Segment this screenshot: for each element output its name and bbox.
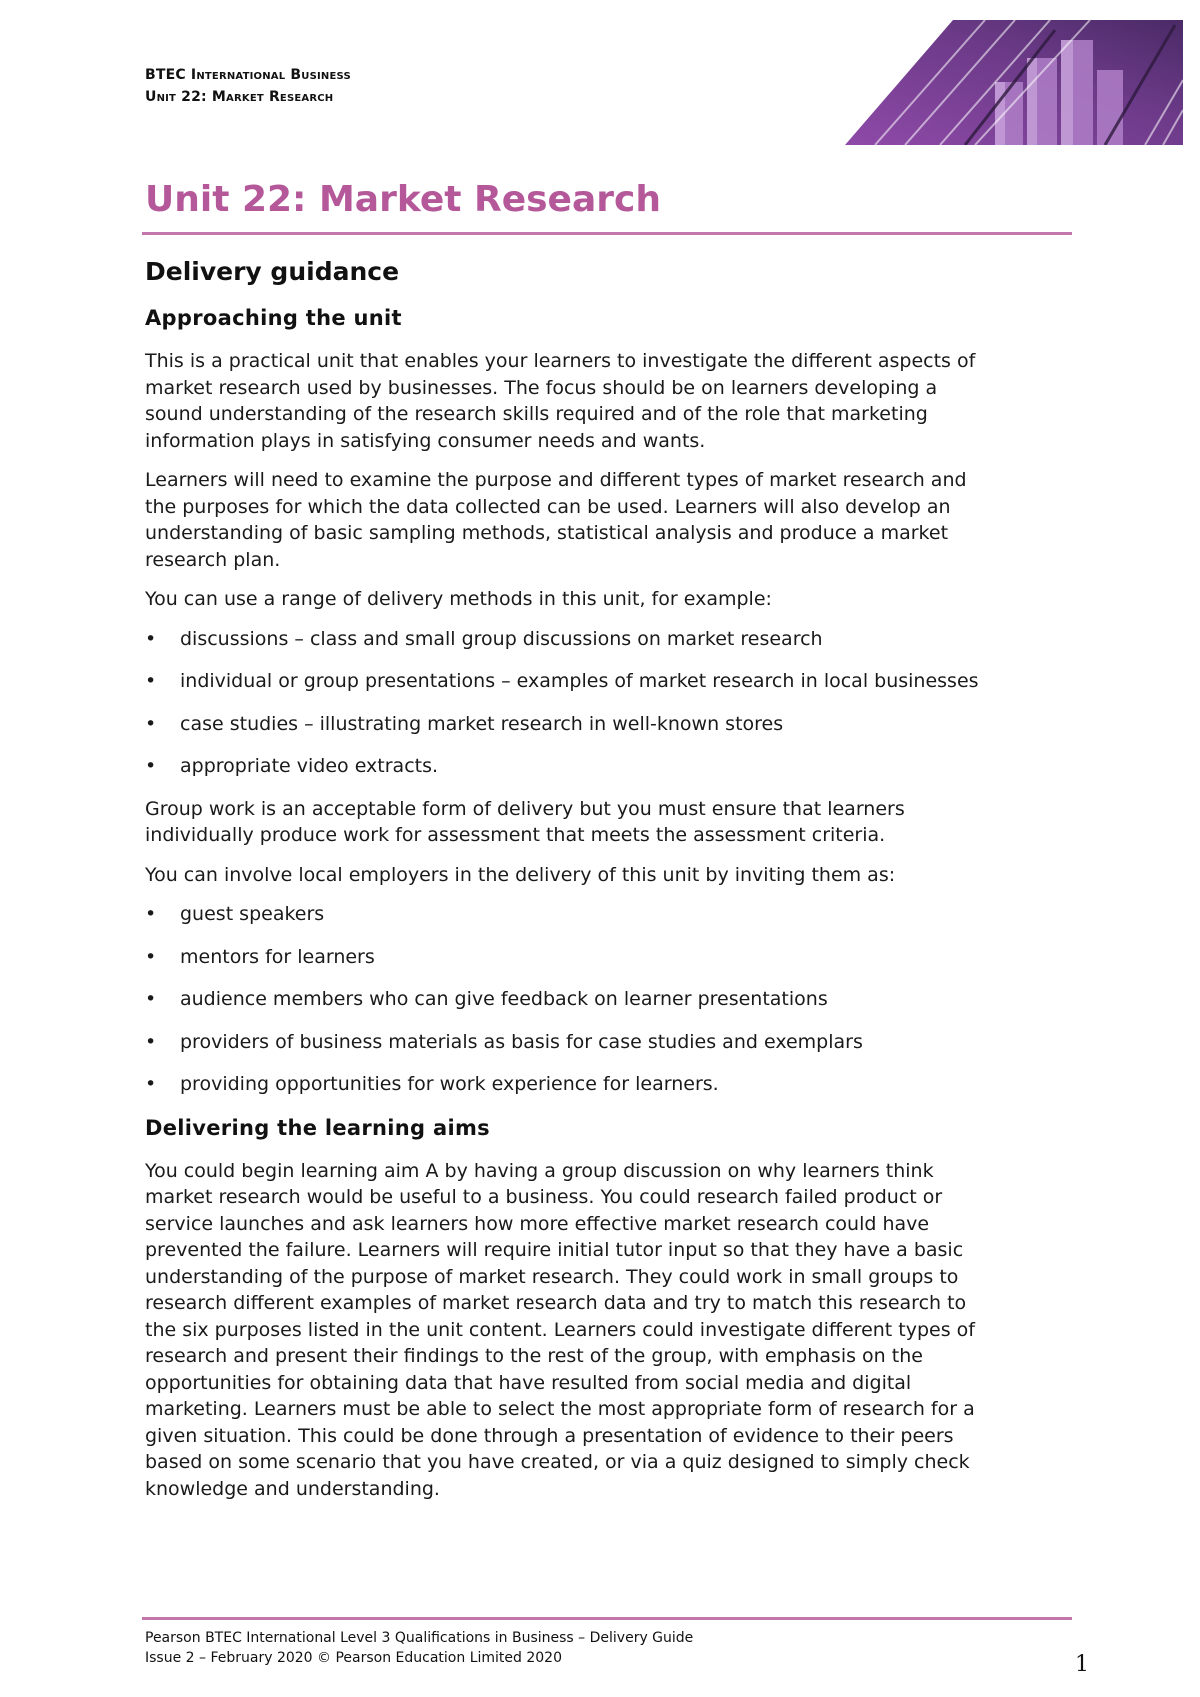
bullet-icon: • [145,712,157,735]
subsection-heading-approaching: Approaching the unit [145,306,402,330]
bullet-icon: • [145,1073,157,1095]
footer-divider [142,1617,1072,1620]
list-item: • providing opportunities for work experience for learners. [145,1073,719,1095]
employer-roles-list [145,901,995,1097]
title-divider [142,232,1072,235]
paragraph: You can involve local employers in the delivery of this unit by inviting them as: [145,863,896,886]
delivery-methods-list [145,626,995,780]
page-title: Unit 22: Market Research [145,179,661,220]
running-footer [145,1628,693,1668]
footer-line-1: Pearson BTEC International Level 3 Qualifications in Business – Delivery Guide [145,1630,694,1646]
bullet-icon: • [145,988,157,1010]
list-item: • appropriate video extracts. [145,755,439,777]
list-item: • audience members who can give feedback on learner presentations [145,988,828,1010]
header-line-2: Unit 22: Market Research [145,89,334,105]
section-heading: Delivery guidance [145,257,400,286]
list-item: • discussions – class and small group discussions on market research [145,627,823,650]
running-header [145,64,351,108]
subsection-heading-learning-aims: Delivering the learning aims [145,1115,490,1140]
bullet-icon: • [145,670,157,692]
paragraph: Group work is an acceptable form of delivery but you must ensure that learners individually produce work for assessment that meets the assessment criteria. [145,797,905,846]
paragraph: Learners will need to examine the purpose and different types of market research and the purposes for which the data collected can be used. Learners will also develop an understanding of basic sampling methods, statistical analysis and produce a market research plan. [145,469,967,571]
header-banner-graphic [845,20,1183,145]
list-item: • providers of business materials as basis for case studies and exemplars [145,1030,863,1053]
bullet-icon: • [145,903,157,925]
bullet-icon: • [145,627,157,650]
paragraph: You could begin learning aim A by having a group discussion on why learners think market research would be useful to a business. You could research failed product or service launches and ask learners how more effective market research could have prevented the failure. Learners will require initial tutor input so that they have a basic understanding of the purpose of market research. They could work in small groups to research different examples of market research data and try to match this research to the six purposes listed in the unit content. Learners could investigate different types of research and present their findings to the rest of the group, with emphasis on the opportunities for obtaining data that have resulted from social media and digital marketing. Learners must be able to select the most appropriate form of research for a given situation. This could be done through a presentation of evidence to their peers based on some scenario that you have created, or via a quiz designed to simply check knowledge and understanding. [145,1159,975,1500]
paragraph: This is a practical unit that enables your learners to investigate the different aspects of market research used by businesses. The focus should be on learners developing a sound understanding of the research skills required and of the role that marketing information plays in satisfying consumer needs and wants. [145,350,976,452]
list-item: • individual or group presentations – examples of market research in local businesses [145,670,979,692]
header-line-1: BTEC International Business [145,67,351,83]
list-item: • mentors for learners [145,945,375,968]
bullet-icon: • [145,755,157,777]
main-content [145,256,995,1515]
list-item: • guest speakers [145,903,325,925]
paragraph: You can use a range of delivery methods in this unit, for example: [145,588,772,610]
page-number: 1 [1075,1652,1089,1677]
list-item: • case studies – illustrating market research in well-known stores [145,712,784,735]
footer-line-2: Issue 2 – February 2020 © Pearson Education Limited 2020 [145,1650,562,1666]
bullet-icon: • [145,1030,157,1053]
bullet-icon: • [145,945,157,968]
